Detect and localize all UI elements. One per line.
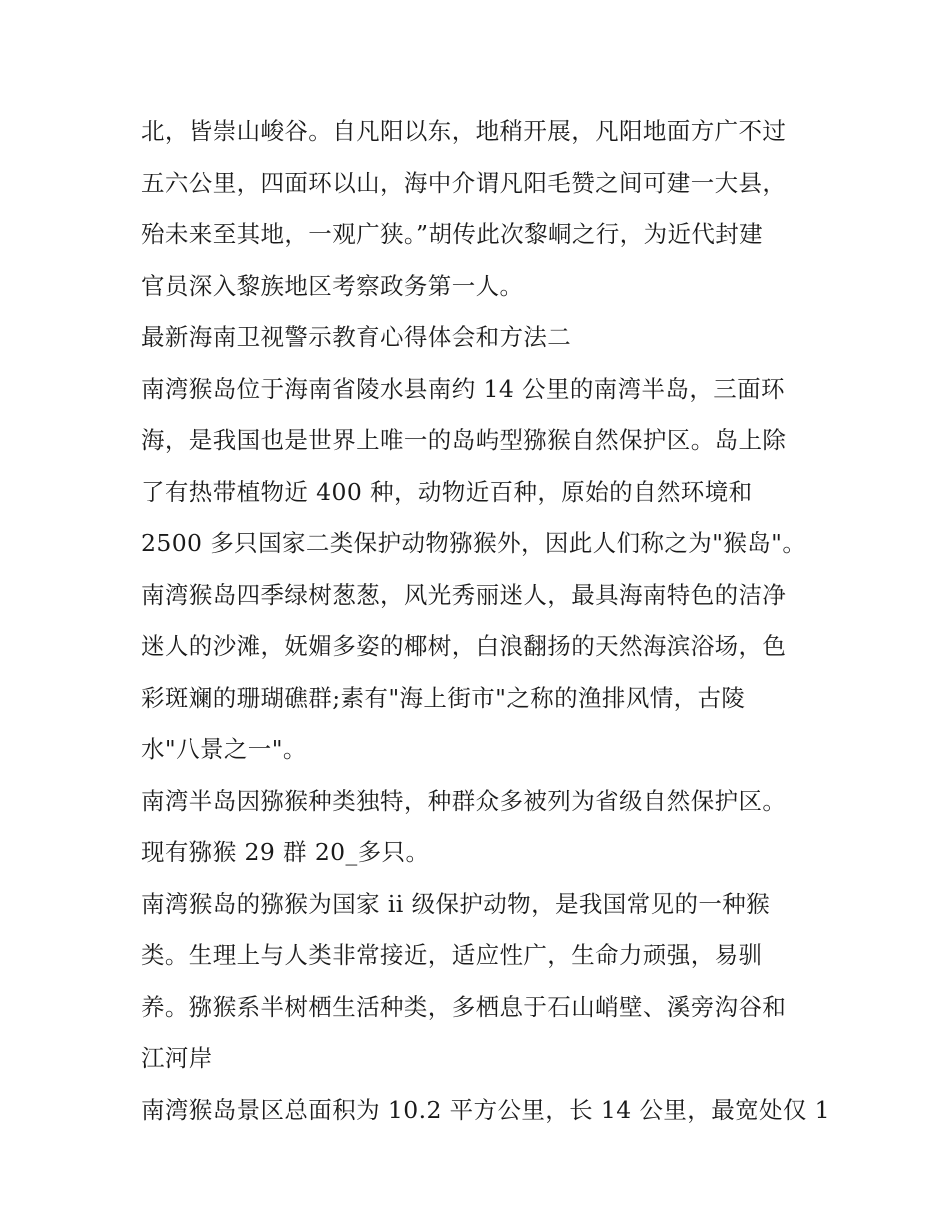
text-line: 海，是我国也是世界上唯一的岛屿型猕猴自然保护区。岛上除 <box>141 426 787 454</box>
text-line: 南湾猴岛四季绿树葱葱，风光秀丽迷人，最具海南特色的洁净 <box>141 580 787 609</box>
text-line: 2500 多只国家二类保护动物猕猴外，因此人们称之为"猴岛"。 <box>141 529 807 557</box>
text-line: 了有热带植物近 400 种，动物近百种，原始的自然环境和 <box>141 477 753 506</box>
text-line: 江河岸 <box>141 1044 213 1072</box>
text-line: 南湾半岛因猕猴种类独特，种群众多被列为省级自然保护区。 <box>141 786 787 815</box>
text-line: 类。生理上与人类非常接近，适应性广，生命力顽强，易驯 <box>141 941 763 969</box>
text-line: 现有猕猴 29 群 20_多只。 <box>141 838 430 866</box>
text-line: 北，皆崇山峻谷。自凡阳以东，地稍开展，凡阳地面方广不过 <box>141 117 787 145</box>
text-line: 南湾猴岛位于海南省陵水县南约 14 公里的南湾半岛，三面环 <box>141 374 785 403</box>
document-body <box>141 106 831 1136</box>
text-line: 五六公里，四面环以山，海中介谓凡阳毛赞之间可建一大县， <box>141 168 787 197</box>
text-line: 殆未来至其地，一观广狭。”胡传此次黎峒之行，为近代封建 <box>141 220 764 248</box>
text-line: 南湾猴岛景区总面积为 10.2 平方公里，长 14 公里，最宽处仅 1 <box>141 1095 831 1124</box>
text-line: 水"八景之一"。 <box>141 735 307 763</box>
section-heading: 最新海南卫视警示教育心得体会和方法二 <box>141 323 572 351</box>
text-line: 养。猕猴系半树栖生活种类，多栖息于石山峭壁、溪旁沟谷和 <box>141 992 787 1021</box>
text-line: 迷人的沙滩，妩媚多姿的椰树，白浪翻扬的天然海滨浴场，色 <box>141 632 787 660</box>
text-line: 官员深入黎族地区考察政务第一人。 <box>141 271 524 300</box>
text-line: 南湾猴岛的猕猴为国家 ii 级保护动物，是我国常见的一种猴 <box>141 889 771 918</box>
text-line: 彩斑斓的珊瑚礁群;素有"海上街市"之称的渔排风情，古陵 <box>141 683 746 712</box>
